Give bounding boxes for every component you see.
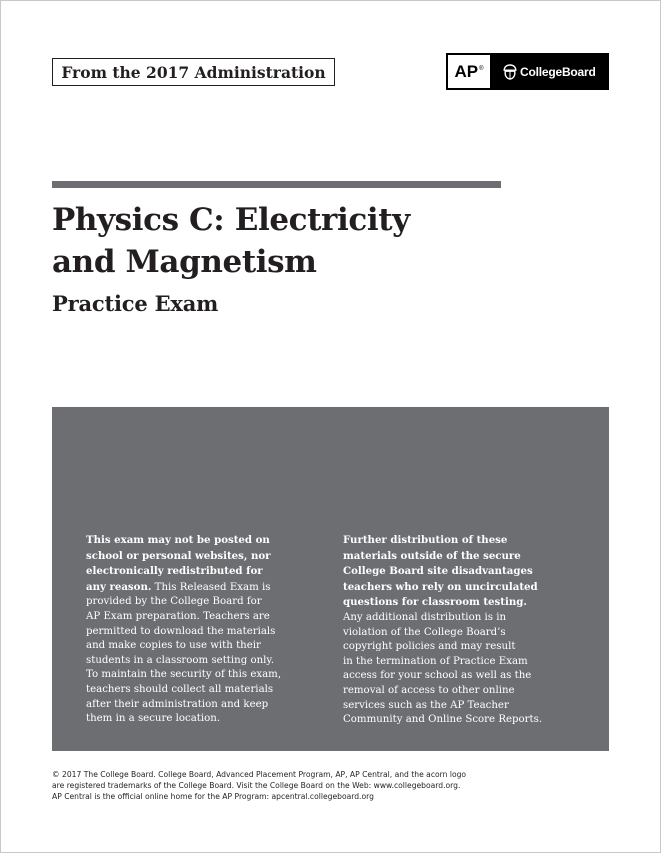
ap-registered-mark: ® <box>479 65 484 72</box>
exam-title <box>52 199 410 283</box>
administration-label: From the 2017 Administration <box>52 58 335 86</box>
acorn-icon <box>503 64 517 80</box>
exam-subtitle: Practice Exam <box>52 291 219 316</box>
title-rule <box>52 181 501 188</box>
ap-logo-text: AP <box>454 61 479 81</box>
notice-right-column <box>343 533 605 728</box>
ap-logo <box>448 55 490 88</box>
notice-right-bold: Further distribution of these materials outside of the secure College Board site disadvantages teachers who rely on uncirculated questions for classroom testing. <box>343 534 538 609</box>
notice-left-column <box>86 533 336 727</box>
copyright-footer <box>52 770 466 802</box>
footer-line-2: are registered trademarks of the College Board. Visit the College Board on the Web: www.collegeboard.org. <box>52 780 461 790</box>
exam-title-line2: and Magnetism <box>52 244 317 280</box>
footer-line-1: © 2017 The College Board. College Board, Advanced Placement Program, AP, AP Central, and the acorn logo <box>52 770 467 779</box>
exam-title-line1: Physics C: Electricity <box>52 202 410 238</box>
footer-line-3: AP Central is the official online home for the AP Program: apcentral.collegeboard.org <box>52 791 374 801</box>
notice-right-regular: Any additional distribution is in violation of the College Board’s copyright policies and may result in the termination of Practice Exam access for your school as well as the removal of access to other online services such as the AP Teacher Community and Online Score Reports. <box>343 611 543 726</box>
collegeboard-text: CollegeBoard <box>520 64 596 79</box>
notice-left-bold: This exam may not be posted on school or personal websites, nor electronically redistributed for any reason. <box>86 534 271 593</box>
notice-left-regular: This Released Exam is provided by the College Board for AP Exam preparation. Teachers are permitted to download the materials and make copies to use with their students in a classroom setting only. To maintain the security of this exam, teachers should collect all materials after their administration and keep them in a secure location. <box>86 581 282 725</box>
collegeboard-logo <box>503 64 596 80</box>
security-notice-panel <box>52 407 609 751</box>
ap-collegeboard-logo <box>446 53 609 90</box>
